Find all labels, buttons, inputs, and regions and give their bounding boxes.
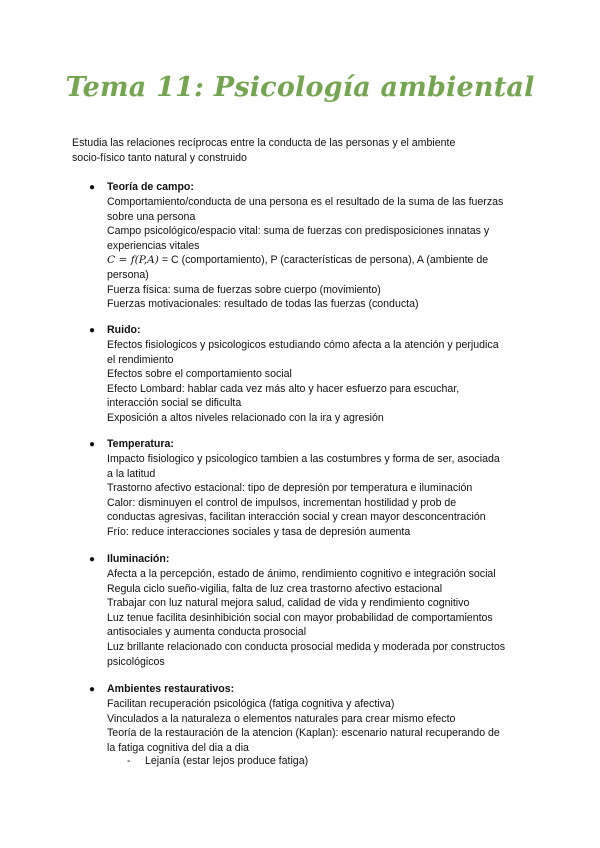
intro-line: Estudia las relaciones recíprocas entre la conducta de las personas y el ambiente bbox=[72, 137, 456, 149]
bullet-icon: ● bbox=[89, 684, 96, 695]
section-line: Efecto Lombard: hablar cada vez más alto y hacer esfuerzo para escuchar, bbox=[107, 382, 460, 395]
section-line: Luz brillante relacionado con conducta prosocial medida y moderada por constructos bbox=[107, 640, 506, 653]
section-line: el rendimiento bbox=[107, 353, 174, 366]
bullet-icon: ● bbox=[89, 182, 96, 193]
section-line: Frío: reduce interacciones sociales y tasa de depresión aumenta bbox=[107, 525, 411, 538]
section-line: Impacto fisiologico y psicologico tambien a las costumbres y forma de ser, asociada bbox=[107, 453, 500, 465]
section-line: Campo psicológico/espacio vital: suma de fuerzas con predisposiciones innatas y bbox=[107, 225, 490, 238]
bullet-icon: ● bbox=[89, 554, 96, 565]
section-line: psicológicos bbox=[107, 655, 165, 668]
section-line: Exposición a altos niveles relacionado con la ira y agresión bbox=[107, 411, 384, 424]
section-line: conductas agresivas, facilitan interacción social y crean mayor desconcentración bbox=[107, 511, 486, 524]
page-title: Tema 11: Psicología ambiental bbox=[65, 72, 535, 103]
bullet-icon: ● bbox=[89, 439, 96, 450]
bullet-icon: ● bbox=[89, 325, 96, 336]
sub-list-item bbox=[127, 754, 308, 769]
section-line: la fatiga cognitiva del dia a dia bbox=[107, 741, 249, 754]
section-line: interacción social se dificulta bbox=[107, 397, 242, 410]
section-line: = C (comportamiento), P (características de persona), A (ambiente de bbox=[161, 254, 489, 267]
section-line: Trastorno afectivo estacional: tipo de depresión por temperatura e iluminación bbox=[107, 482, 473, 495]
section-line: a la latitud bbox=[107, 467, 156, 480]
section-line: antisociales y aumenta conducta prosocial bbox=[107, 626, 307, 639]
section-line: Trabajar con luz natural mejora salud, calidad de vida y rendimiento cognitivo bbox=[107, 597, 470, 610]
section-line: persona) bbox=[107, 268, 149, 281]
section-line: Luz tenue facilita desinhibición social con mayor probabilidad de comportamientos bbox=[107, 611, 493, 624]
section-line: Facilitan recuperación psicológica (fatiga cognitiva y afectiva) bbox=[107, 698, 395, 710]
section-line: Efectos fisiologicos y psicologicos estudiando cómo afecta a la atención y perjudica bbox=[107, 339, 499, 351]
formula: C = f(P,A) bbox=[107, 254, 159, 267]
section-heading: Ambientes restaurativos: bbox=[107, 683, 235, 695]
section-line: experiencias vitales bbox=[107, 239, 200, 252]
section-line: Vinculados a la naturaleza o elementos naturales para crear mismo efecto bbox=[107, 712, 456, 725]
section-line: Teoría de la restauración de la atencion (Kaplan): escenario natural recuperando de bbox=[107, 727, 500, 740]
section-line: Fuerzas motivacionales: resultado de todas las fuerzas (conducta) bbox=[107, 298, 419, 311]
section-line: sobre una persona bbox=[107, 210, 196, 223]
dash-icon: - bbox=[127, 755, 131, 767]
section-line: Regula ciclo sueño-vigilia, falta de luz crea trastorno afectivo estacional bbox=[107, 582, 443, 595]
section-line: Comportamiento/conducta de una persona es el resultado de la suma de las fuerzas bbox=[107, 196, 504, 208]
section-heading: Temperatura: bbox=[107, 438, 174, 450]
section-line: Calor: disminuyen el control de impulsos, incrementan hostilidad y prob de bbox=[107, 496, 457, 509]
section-heading: Iluminación: bbox=[107, 553, 170, 565]
section-line: Fuerza física: suma de fuerzas sobre cuerpo (movimiento) bbox=[107, 283, 381, 296]
section-line: Efectos sobre el comportamiento social bbox=[107, 368, 292, 381]
formula-line bbox=[107, 253, 527, 268]
intro-paragraph bbox=[72, 136, 532, 166]
section-heading: Teoría de campo: bbox=[107, 181, 194, 193]
section-line: Afecta a la percepción, estado de ánimo, rendimiento cognitivo e integración social bbox=[107, 568, 496, 580]
section-heading: Ruido: bbox=[107, 324, 141, 336]
sub-list-text: Lejanía (estar lejos produce fatiga) bbox=[145, 755, 309, 767]
intro-line: socio-físico tanto natural y construido bbox=[72, 152, 247, 164]
